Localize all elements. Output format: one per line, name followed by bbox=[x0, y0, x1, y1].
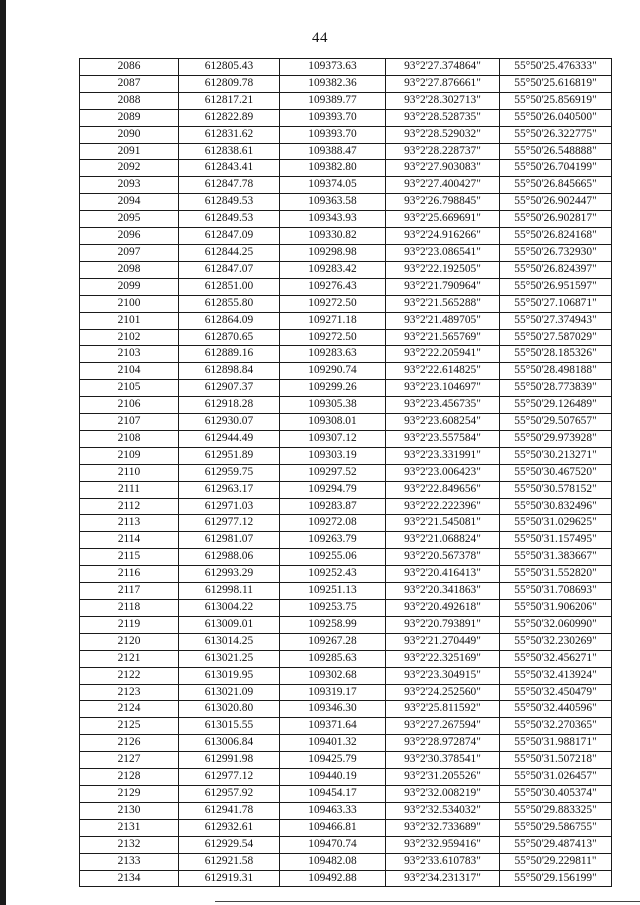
latitude-cell: 55°50'31.906206" bbox=[500, 600, 612, 617]
x-coordinate-cell: 612963.17 bbox=[179, 481, 280, 498]
y-coordinate-cell: 109346.30 bbox=[280, 701, 386, 718]
table-row bbox=[80, 785, 612, 802]
x-coordinate-cell: 612981.07 bbox=[179, 532, 280, 549]
y-coordinate-cell: 109294.79 bbox=[280, 481, 386, 498]
table-row bbox=[80, 802, 612, 819]
latitude-cell: 55°50'26.322775" bbox=[500, 126, 612, 143]
y-coordinate-cell: 109319.17 bbox=[280, 684, 386, 701]
page-number: 44 bbox=[312, 30, 328, 46]
table-row bbox=[80, 211, 612, 228]
latitude-cell: 55°50'31.157495" bbox=[500, 532, 612, 549]
point-number-cell: 2119 bbox=[80, 616, 179, 633]
table-row bbox=[80, 616, 612, 633]
table-row bbox=[80, 160, 612, 177]
x-coordinate-cell: 613021.25 bbox=[179, 650, 280, 667]
latitude-cell: 55°50'32.413924" bbox=[500, 667, 612, 684]
y-coordinate-cell: 109492.88 bbox=[280, 870, 386, 887]
point-number-cell: 2101 bbox=[80, 312, 179, 329]
latitude-cell: 55°50'28.185326" bbox=[500, 346, 612, 363]
point-number-cell: 2109 bbox=[80, 447, 179, 464]
table-row bbox=[80, 380, 612, 397]
x-coordinate-cell: 612944.49 bbox=[179, 430, 280, 447]
y-coordinate-cell: 109283.87 bbox=[280, 498, 386, 515]
y-coordinate-cell: 109466.81 bbox=[280, 819, 386, 836]
latitude-cell: 55°50'29.586755" bbox=[500, 819, 612, 836]
table-row bbox=[80, 126, 612, 143]
latitude-cell: 55°50'26.824168" bbox=[500, 228, 612, 245]
point-number-cell: 2127 bbox=[80, 752, 179, 769]
longitude-cell: 93°2'28.302713" bbox=[386, 92, 500, 109]
latitude-cell: 55°50'26.845665" bbox=[500, 177, 612, 194]
y-coordinate-cell: 109302.68 bbox=[280, 667, 386, 684]
y-coordinate-cell: 109297.52 bbox=[280, 464, 386, 481]
y-coordinate-cell: 109470.74 bbox=[280, 836, 386, 853]
point-number-cell: 2120 bbox=[80, 633, 179, 650]
y-coordinate-cell: 109255.06 bbox=[280, 549, 386, 566]
point-number-cell: 2099 bbox=[80, 278, 179, 295]
point-number-cell: 2113 bbox=[80, 515, 179, 532]
bottom-rule bbox=[215, 901, 640, 902]
x-coordinate-cell: 612864.09 bbox=[179, 312, 280, 329]
y-coordinate-cell: 109482.08 bbox=[280, 853, 386, 870]
y-coordinate-cell: 109393.70 bbox=[280, 126, 386, 143]
table-row bbox=[80, 397, 612, 414]
table-row bbox=[80, 701, 612, 718]
latitude-cell: 55°50'30.213271" bbox=[500, 447, 612, 464]
point-number-cell: 2103 bbox=[80, 346, 179, 363]
longitude-cell: 93°2'30.378541" bbox=[386, 752, 500, 769]
y-coordinate-cell: 109251.13 bbox=[280, 583, 386, 600]
point-number-cell: 2093 bbox=[80, 177, 179, 194]
longitude-cell: 93°2'20.492618" bbox=[386, 600, 500, 617]
latitude-cell: 55°50'26.704199" bbox=[500, 160, 612, 177]
longitude-cell: 93°2'20.341863" bbox=[386, 583, 500, 600]
y-coordinate-cell: 109343.93 bbox=[280, 211, 386, 228]
y-coordinate-cell: 109299.26 bbox=[280, 380, 386, 397]
y-coordinate-cell: 109307.12 bbox=[280, 430, 386, 447]
y-coordinate-cell: 109388.47 bbox=[280, 143, 386, 160]
point-number-cell: 2130 bbox=[80, 802, 179, 819]
longitude-cell: 93°2'25.669691" bbox=[386, 211, 500, 228]
latitude-cell: 55°50'28.498188" bbox=[500, 363, 612, 380]
latitude-cell: 55°50'27.587029" bbox=[500, 329, 612, 346]
latitude-cell: 55°50'30.467520" bbox=[500, 464, 612, 481]
point-number-cell: 2108 bbox=[80, 430, 179, 447]
latitude-cell: 55°50'30.578152" bbox=[500, 481, 612, 498]
longitude-cell: 93°2'20.793891" bbox=[386, 616, 500, 633]
longitude-cell: 93°2'27.876661" bbox=[386, 75, 500, 92]
point-number-cell: 2097 bbox=[80, 244, 179, 261]
table-row bbox=[80, 549, 612, 566]
point-number-cell: 2107 bbox=[80, 414, 179, 431]
point-number-cell: 2132 bbox=[80, 836, 179, 853]
x-coordinate-cell: 612991.98 bbox=[179, 752, 280, 769]
longitude-cell: 93°2'22.614825" bbox=[386, 363, 500, 380]
longitude-cell: 93°2'21.545081" bbox=[386, 515, 500, 532]
point-number-cell: 2090 bbox=[80, 126, 179, 143]
latitude-cell: 55°50'31.552820" bbox=[500, 566, 612, 583]
point-number-cell: 2118 bbox=[80, 600, 179, 617]
longitude-cell: 93°2'24.916266" bbox=[386, 228, 500, 245]
table-row bbox=[80, 92, 612, 109]
longitude-cell: 93°2'27.400427" bbox=[386, 177, 500, 194]
x-coordinate-cell: 612941.78 bbox=[179, 802, 280, 819]
longitude-cell: 93°2'23.608254" bbox=[386, 414, 500, 431]
longitude-cell: 93°2'34.231317" bbox=[386, 870, 500, 887]
y-coordinate-cell: 109283.63 bbox=[280, 346, 386, 363]
point-number-cell: 2089 bbox=[80, 109, 179, 126]
latitude-cell: 55°50'28.773839" bbox=[500, 380, 612, 397]
latitude-cell: 55°50'26.951597" bbox=[500, 278, 612, 295]
point-number-cell: 2105 bbox=[80, 380, 179, 397]
table-row bbox=[80, 346, 612, 363]
x-coordinate-cell: 612805.43 bbox=[179, 59, 280, 76]
x-coordinate-cell: 612847.78 bbox=[179, 177, 280, 194]
longitude-cell: 93°2'23.331991" bbox=[386, 447, 500, 464]
x-coordinate-cell: 613019.95 bbox=[179, 667, 280, 684]
longitude-cell: 93°2'21.565288" bbox=[386, 295, 500, 312]
x-coordinate-cell: 613014.25 bbox=[179, 633, 280, 650]
latitude-cell: 55°50'29.883325" bbox=[500, 802, 612, 819]
longitude-cell: 93°2'21.270449" bbox=[386, 633, 500, 650]
longitude-cell: 93°2'28.228737" bbox=[386, 143, 500, 160]
longitude-cell: 93°2'20.416413" bbox=[386, 566, 500, 583]
point-number-cell: 2086 bbox=[80, 59, 179, 76]
table-row bbox=[80, 228, 612, 245]
x-coordinate-cell: 612855.80 bbox=[179, 295, 280, 312]
x-coordinate-cell: 612847.07 bbox=[179, 261, 280, 278]
x-coordinate-cell: 612849.53 bbox=[179, 211, 280, 228]
y-coordinate-cell: 109303.19 bbox=[280, 447, 386, 464]
latitude-cell: 55°50'31.026457" bbox=[500, 769, 612, 786]
latitude-cell: 55°50'29.229811" bbox=[500, 853, 612, 870]
x-coordinate-cell: 612870.65 bbox=[179, 329, 280, 346]
table-row bbox=[80, 870, 612, 887]
table-row bbox=[80, 464, 612, 481]
point-number-cell: 2129 bbox=[80, 785, 179, 802]
x-coordinate-cell: 613009.01 bbox=[179, 616, 280, 633]
x-coordinate-cell: 612998.11 bbox=[179, 583, 280, 600]
longitude-cell: 93°2'33.610783" bbox=[386, 853, 500, 870]
table-row bbox=[80, 853, 612, 870]
longitude-cell: 93°2'23.304915" bbox=[386, 667, 500, 684]
table-row bbox=[80, 261, 612, 278]
x-coordinate-cell: 612822.89 bbox=[179, 109, 280, 126]
table-row bbox=[80, 414, 612, 431]
x-coordinate-cell: 612993.29 bbox=[179, 566, 280, 583]
latitude-cell: 55°50'30.405374" bbox=[500, 785, 612, 802]
table-row bbox=[80, 583, 612, 600]
table-row bbox=[80, 769, 612, 786]
longitude-cell: 93°2'21.565769" bbox=[386, 329, 500, 346]
longitude-cell: 93°2'28.972874" bbox=[386, 735, 500, 752]
y-coordinate-cell: 109267.28 bbox=[280, 633, 386, 650]
latitude-cell: 55°50'29.973928" bbox=[500, 430, 612, 447]
x-coordinate-cell: 612919.31 bbox=[179, 870, 280, 887]
y-coordinate-cell: 109283.42 bbox=[280, 261, 386, 278]
x-coordinate-cell: 612921.58 bbox=[179, 853, 280, 870]
point-number-cell: 2134 bbox=[80, 870, 179, 887]
table-row bbox=[80, 735, 612, 752]
y-coordinate-cell: 109271.18 bbox=[280, 312, 386, 329]
table-row bbox=[80, 836, 612, 853]
y-coordinate-cell: 109363.58 bbox=[280, 194, 386, 211]
longitude-cell: 93°2'28.529032" bbox=[386, 126, 500, 143]
longitude-cell: 93°2'27.267594" bbox=[386, 718, 500, 735]
table-row bbox=[80, 143, 612, 160]
longitude-cell: 93°2'21.068824" bbox=[386, 532, 500, 549]
x-coordinate-cell: 613020.80 bbox=[179, 701, 280, 718]
point-number-cell: 2114 bbox=[80, 532, 179, 549]
x-coordinate-cell: 612918.28 bbox=[179, 397, 280, 414]
point-number-cell: 2131 bbox=[80, 819, 179, 836]
table-row bbox=[80, 430, 612, 447]
point-number-cell: 2087 bbox=[80, 75, 179, 92]
point-number-cell: 2095 bbox=[80, 211, 179, 228]
y-coordinate-cell: 109440.19 bbox=[280, 769, 386, 786]
longitude-cell: 93°2'22.325169" bbox=[386, 650, 500, 667]
longitude-cell: 93°2'32.534032" bbox=[386, 802, 500, 819]
y-coordinate-cell: 109463.33 bbox=[280, 802, 386, 819]
x-coordinate-cell: 612843.41 bbox=[179, 160, 280, 177]
longitude-cell: 93°2'26.798845" bbox=[386, 194, 500, 211]
x-coordinate-cell: 612932.61 bbox=[179, 819, 280, 836]
latitude-cell: 55°50'27.374943" bbox=[500, 312, 612, 329]
y-coordinate-cell: 109298.98 bbox=[280, 244, 386, 261]
y-coordinate-cell: 109272.50 bbox=[280, 329, 386, 346]
longitude-cell: 93°2'23.456735" bbox=[386, 397, 500, 414]
x-coordinate-cell: 612889.16 bbox=[179, 346, 280, 363]
y-coordinate-cell: 109276.43 bbox=[280, 278, 386, 295]
latitude-cell: 55°50'29.156199" bbox=[500, 870, 612, 887]
latitude-cell: 55°50'26.824397" bbox=[500, 261, 612, 278]
point-number-cell: 2117 bbox=[80, 583, 179, 600]
table-row bbox=[80, 819, 612, 836]
longitude-cell: 93°2'32.008219" bbox=[386, 785, 500, 802]
point-number-cell: 2123 bbox=[80, 684, 179, 701]
point-number-cell: 2092 bbox=[80, 160, 179, 177]
latitude-cell: 55°50'26.732930" bbox=[500, 244, 612, 261]
y-coordinate-cell: 109382.80 bbox=[280, 160, 386, 177]
point-number-cell: 2096 bbox=[80, 228, 179, 245]
table-row bbox=[80, 177, 612, 194]
y-coordinate-cell: 109290.74 bbox=[280, 363, 386, 380]
latitude-cell: 55°50'25.856919" bbox=[500, 92, 612, 109]
point-number-cell: 2094 bbox=[80, 194, 179, 211]
y-coordinate-cell: 109330.82 bbox=[280, 228, 386, 245]
x-coordinate-cell: 612988.06 bbox=[179, 549, 280, 566]
table-row bbox=[80, 667, 612, 684]
x-coordinate-cell: 612809.78 bbox=[179, 75, 280, 92]
longitude-cell: 93°2'22.192505" bbox=[386, 261, 500, 278]
x-coordinate-cell: 613004.22 bbox=[179, 600, 280, 617]
table-row bbox=[80, 498, 612, 515]
x-coordinate-cell: 613021.09 bbox=[179, 684, 280, 701]
x-coordinate-cell: 612817.21 bbox=[179, 92, 280, 109]
x-coordinate-cell: 612977.12 bbox=[179, 769, 280, 786]
latitude-cell: 55°50'29.487413" bbox=[500, 836, 612, 853]
latitude-cell: 55°50'32.270365" bbox=[500, 718, 612, 735]
x-coordinate-cell: 612838.61 bbox=[179, 143, 280, 160]
point-number-cell: 2102 bbox=[80, 329, 179, 346]
y-coordinate-cell: 109393.70 bbox=[280, 109, 386, 126]
point-number-cell: 2116 bbox=[80, 566, 179, 583]
point-number-cell: 2110 bbox=[80, 464, 179, 481]
longitude-cell: 93°2'31.205526" bbox=[386, 769, 500, 786]
point-number-cell: 2115 bbox=[80, 549, 179, 566]
longitude-cell: 93°2'25.811592" bbox=[386, 701, 500, 718]
table-row bbox=[80, 278, 612, 295]
x-coordinate-cell: 612971.03 bbox=[179, 498, 280, 515]
point-number-cell: 2091 bbox=[80, 143, 179, 160]
latitude-cell: 55°50'25.616819" bbox=[500, 75, 612, 92]
latitude-cell: 55°50'26.902447" bbox=[500, 194, 612, 211]
latitude-cell: 55°50'26.040500" bbox=[500, 109, 612, 126]
x-coordinate-cell: 612977.12 bbox=[179, 515, 280, 532]
point-number-cell: 2112 bbox=[80, 498, 179, 515]
longitude-cell: 93°2'28.528735" bbox=[386, 109, 500, 126]
table-row bbox=[80, 532, 612, 549]
y-coordinate-cell: 109263.79 bbox=[280, 532, 386, 549]
point-number-cell: 2128 bbox=[80, 769, 179, 786]
point-number-cell: 2124 bbox=[80, 701, 179, 718]
table-row bbox=[80, 515, 612, 532]
longitude-cell: 93°2'23.104697" bbox=[386, 380, 500, 397]
table-row bbox=[80, 312, 612, 329]
table-row bbox=[80, 633, 612, 650]
y-coordinate-cell: 109389.77 bbox=[280, 92, 386, 109]
latitude-cell: 55°50'31.029625" bbox=[500, 515, 612, 532]
longitude-cell: 93°2'22.205941" bbox=[386, 346, 500, 363]
latitude-cell: 55°50'31.988171" bbox=[500, 735, 612, 752]
table-row bbox=[80, 684, 612, 701]
latitude-cell: 55°50'32.450479" bbox=[500, 684, 612, 701]
x-coordinate-cell: 612849.53 bbox=[179, 194, 280, 211]
x-coordinate-cell: 612851.00 bbox=[179, 278, 280, 295]
longitude-cell: 93°2'23.557584" bbox=[386, 430, 500, 447]
longitude-cell: 93°2'21.489705" bbox=[386, 312, 500, 329]
x-coordinate-cell: 612957.92 bbox=[179, 785, 280, 802]
y-coordinate-cell: 109373.63 bbox=[280, 59, 386, 76]
table-row bbox=[80, 329, 612, 346]
longitude-cell: 93°2'27.374864" bbox=[386, 59, 500, 76]
y-coordinate-cell: 109285.63 bbox=[280, 650, 386, 667]
table-row bbox=[80, 718, 612, 735]
table-row bbox=[80, 109, 612, 126]
table-row bbox=[80, 481, 612, 498]
longitude-cell: 93°2'23.086541" bbox=[386, 244, 500, 261]
table-row bbox=[80, 600, 612, 617]
latitude-cell: 55°50'32.060990" bbox=[500, 616, 612, 633]
y-coordinate-cell: 109258.99 bbox=[280, 616, 386, 633]
latitude-cell: 55°50'32.440596" bbox=[500, 701, 612, 718]
y-coordinate-cell: 109252.43 bbox=[280, 566, 386, 583]
latitude-cell: 55°50'26.902817" bbox=[500, 211, 612, 228]
x-coordinate-cell: 612951.89 bbox=[179, 447, 280, 464]
point-number-cell: 2088 bbox=[80, 92, 179, 109]
x-coordinate-cell: 613006.84 bbox=[179, 735, 280, 752]
latitude-cell: 55°50'29.126489" bbox=[500, 397, 612, 414]
latitude-cell: 55°50'32.230269" bbox=[500, 633, 612, 650]
point-number-cell: 2133 bbox=[80, 853, 179, 870]
latitude-cell: 55°50'32.456271" bbox=[500, 650, 612, 667]
point-number-cell: 2121 bbox=[80, 650, 179, 667]
table-row bbox=[80, 650, 612, 667]
point-number-cell: 2126 bbox=[80, 735, 179, 752]
coordinates-table bbox=[79, 58, 612, 887]
point-number-cell: 2125 bbox=[80, 718, 179, 735]
longitude-cell: 93°2'22.222396" bbox=[386, 498, 500, 515]
point-number-cell: 2104 bbox=[80, 363, 179, 380]
longitude-cell: 93°2'23.006423" bbox=[386, 464, 500, 481]
table-row bbox=[80, 244, 612, 261]
longitude-cell: 93°2'24.252560" bbox=[386, 684, 500, 701]
latitude-cell: 55°50'31.708693" bbox=[500, 583, 612, 600]
table-row bbox=[80, 363, 612, 380]
latitude-cell: 55°50'27.106871" bbox=[500, 295, 612, 312]
longitude-cell: 93°2'32.959416" bbox=[386, 836, 500, 853]
latitude-cell: 55°50'30.832496" bbox=[500, 498, 612, 515]
y-coordinate-cell: 109272.08 bbox=[280, 515, 386, 532]
page-edge-bar bbox=[0, 0, 6, 905]
x-coordinate-cell: 612847.09 bbox=[179, 228, 280, 245]
y-coordinate-cell: 109305.38 bbox=[280, 397, 386, 414]
latitude-cell: 55°50'31.383667" bbox=[500, 549, 612, 566]
coordinates-table-body bbox=[80, 59, 612, 887]
point-number-cell: 2098 bbox=[80, 261, 179, 278]
y-coordinate-cell: 109374.05 bbox=[280, 177, 386, 194]
x-coordinate-cell: 612930.07 bbox=[179, 414, 280, 431]
x-coordinate-cell: 612907.37 bbox=[179, 380, 280, 397]
table-row bbox=[80, 566, 612, 583]
y-coordinate-cell: 109253.75 bbox=[280, 600, 386, 617]
y-coordinate-cell: 109454.17 bbox=[280, 785, 386, 802]
table-row bbox=[80, 447, 612, 464]
point-number-cell: 2111 bbox=[80, 481, 179, 498]
y-coordinate-cell: 109371.64 bbox=[280, 718, 386, 735]
y-coordinate-cell: 109272.50 bbox=[280, 295, 386, 312]
table-row bbox=[80, 75, 612, 92]
longitude-cell: 93°2'21.790964" bbox=[386, 278, 500, 295]
y-coordinate-cell: 109425.79 bbox=[280, 752, 386, 769]
latitude-cell: 55°50'26.548888" bbox=[500, 143, 612, 160]
point-number-cell: 2100 bbox=[80, 295, 179, 312]
latitude-cell: 55°50'29.507657" bbox=[500, 414, 612, 431]
point-number-cell: 2106 bbox=[80, 397, 179, 414]
table-row bbox=[80, 295, 612, 312]
longitude-cell: 93°2'27.903083" bbox=[386, 160, 500, 177]
x-coordinate-cell: 612831.62 bbox=[179, 126, 280, 143]
y-coordinate-cell: 109308.01 bbox=[280, 414, 386, 431]
x-coordinate-cell: 613015.55 bbox=[179, 718, 280, 735]
longitude-cell: 93°2'22.849656" bbox=[386, 481, 500, 498]
y-coordinate-cell: 109382.36 bbox=[280, 75, 386, 92]
x-coordinate-cell: 612898.84 bbox=[179, 363, 280, 380]
point-number-cell: 2122 bbox=[80, 667, 179, 684]
x-coordinate-cell: 612959.75 bbox=[179, 464, 280, 481]
table-row bbox=[80, 194, 612, 211]
longitude-cell: 93°2'20.567378" bbox=[386, 549, 500, 566]
x-coordinate-cell: 612929.54 bbox=[179, 836, 280, 853]
table-row bbox=[80, 59, 612, 76]
x-coordinate-cell: 612844.25 bbox=[179, 244, 280, 261]
latitude-cell: 55°50'31.507218" bbox=[500, 752, 612, 769]
table-row bbox=[80, 752, 612, 769]
longitude-cell: 93°2'32.733689" bbox=[386, 819, 500, 836]
y-coordinate-cell: 109401.32 bbox=[280, 735, 386, 752]
latitude-cell: 55°50'25.476333" bbox=[500, 59, 612, 76]
